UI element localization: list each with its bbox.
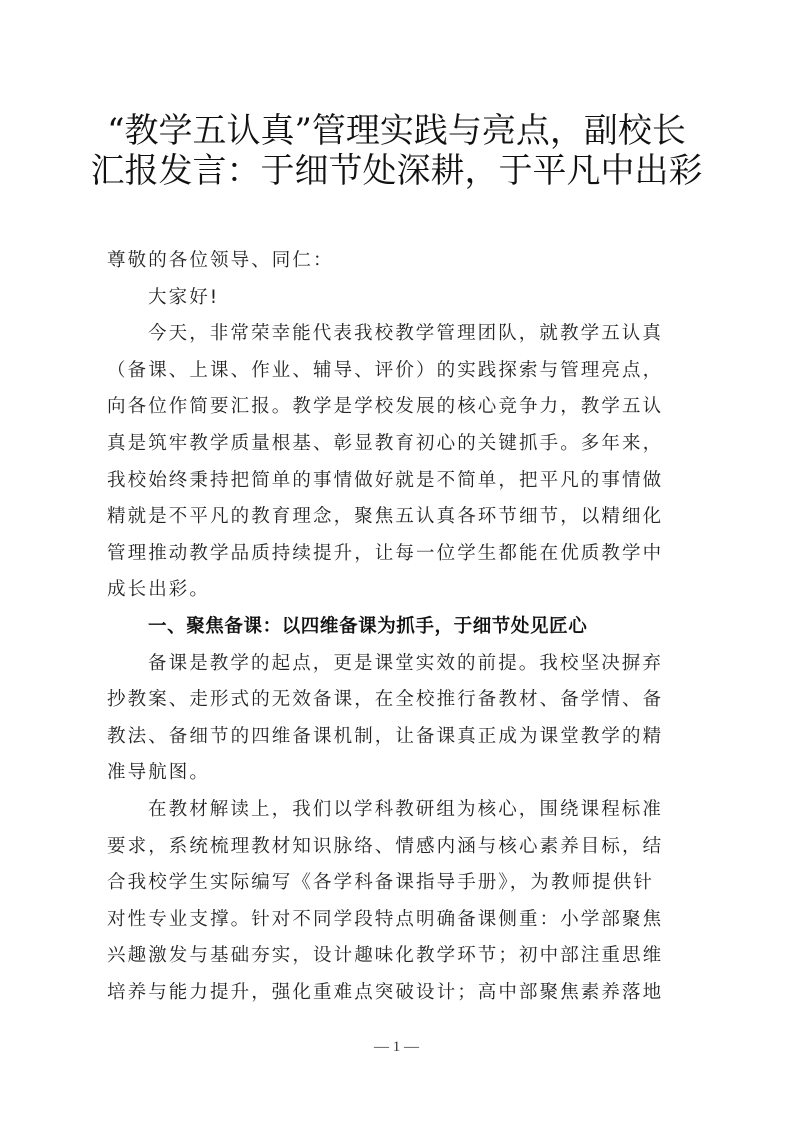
text-line: 教法、备细节的四维备课机制，让备课真正成为课堂教学的精	[107, 725, 664, 747]
text-line: 要求，系统梳理教材知识脉络、情感内涵与核心素养目标，结	[107, 835, 664, 857]
text-line: （备课、上课、作业、辅导、评价）的实践探索与管理亮点，	[107, 359, 664, 381]
intro-paragraph	[107, 316, 689, 609]
title-line-2: 汇报发言：于细节处深耕，于平凡中出彩	[90, 151, 703, 191]
salutation: 尊敬的各位领导、同仁：	[107, 250, 334, 271]
text-line: 我校始终秉持把简单的事情做好就是不简单，把平凡的事情做	[107, 469, 664, 491]
text-line: 向各位作简要汇报。教学是学校发展的核心竞争力，教学五认	[107, 396, 664, 418]
text-line: 兴趣激发与基础夯实，设计趣味化教学环节；初中部注重思维	[107, 945, 664, 967]
text-line: 管理推动教学品质持续提升，让每一位学生都能在优质教学中	[107, 542, 664, 564]
text-line: 准导航图。	[107, 762, 211, 784]
text-line: 培养与能力提升，强化重难点突破设计；高中部聚焦素养落地	[107, 981, 664, 1003]
document-body	[107, 243, 689, 1011]
text-line: 抄教案、走形式的无效备课，在全校推行备教材、备学情、备	[107, 689, 664, 711]
title-line-1: “教学五认真”管理实践与亮点，副校长	[107, 111, 686, 151]
text-line: 对性专业支撑。针对不同学段特点明确备课侧重：小学部聚焦	[107, 908, 664, 930]
text-line: 备课是教学的起点，更是课堂实效的前提。我校坚决摒弃	[148, 652, 664, 674]
section-heading: 一、聚焦备课：以四维备课为抓手，于细节处见匠心	[148, 615, 588, 637]
section-paragraph-1	[107, 646, 689, 792]
text-line: 今天，非常荣幸能代表我校教学管理团队，就教学五认真	[148, 323, 664, 345]
page-number: — 1 —	[374, 1039, 419, 1055]
text-line: 合我校学生实际编写《各学科备课指导手册》，为教师提供针	[107, 872, 654, 894]
section-paragraph-2	[107, 792, 689, 1012]
text-line: 在教材解读上，我们以学科教研组为核心，围绕课程标准	[148, 798, 664, 820]
text-line: 精就是不平凡的教育理念，聚焦五认真各环节细节，以精细化	[107, 506, 664, 528]
text-line: 真是筑牢教学质量根基、彰显教育初心的关键抓手。多年来，	[107, 432, 664, 454]
greeting: 大家好!	[148, 286, 220, 308]
document-title	[0, 111, 793, 191]
text-line: 成长出彩。	[107, 579, 211, 601]
